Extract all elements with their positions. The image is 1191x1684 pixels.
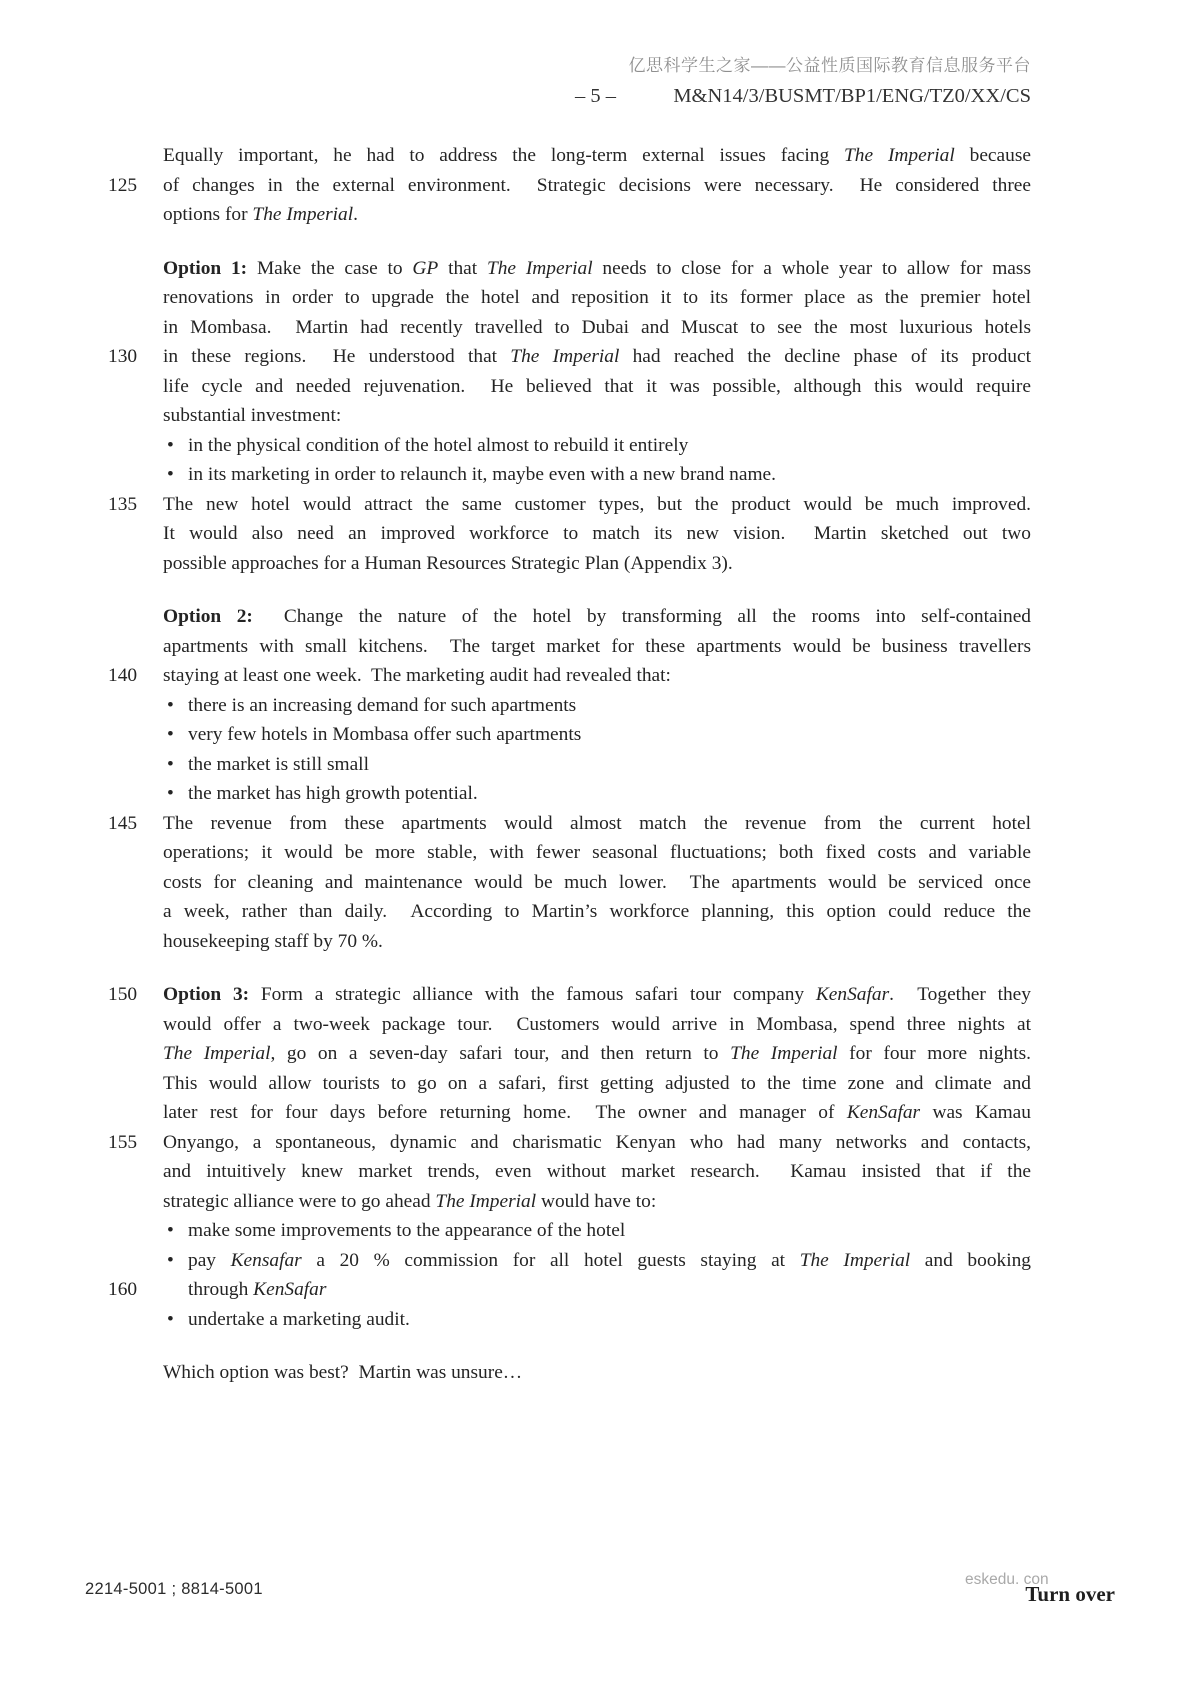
text-run: Option 1: bbox=[163, 257, 248, 279]
bullet-icon: • bbox=[167, 724, 174, 745]
text-run: that bbox=[438, 257, 487, 279]
bullet-line bbox=[163, 1246, 1031, 1276]
text-run: Change the nature of the hotel by transforming all the rooms into self-contained bbox=[252, 606, 1031, 627]
text-run: very few hotels in Mombasa offer such apartments bbox=[188, 724, 582, 745]
text-line bbox=[163, 1039, 1031, 1069]
text-run: The Imperial bbox=[510, 346, 620, 367]
text-run: possible approaches for a Human Resources Strategic Plan (Appendix 3). bbox=[163, 552, 733, 574]
text-run: a week, rather than daily. According to Martin’s workforce planning, this option could reduce the bbox=[163, 901, 1031, 922]
text-run: . bbox=[353, 204, 358, 225]
text-line bbox=[163, 401, 1031, 431]
bullet-icon: • bbox=[167, 1220, 174, 1241]
text-run: KenSafar bbox=[846, 1102, 921, 1123]
text-line bbox=[108, 342, 1031, 372]
bullet-line bbox=[163, 779, 1031, 809]
text-line bbox=[163, 254, 1031, 284]
text-line bbox=[163, 1358, 1031, 1388]
text-run: in its marketing in order to relaunch it, maybe even with a new brand name. bbox=[188, 464, 776, 485]
text-line bbox=[163, 549, 1031, 579]
text-run: The Imperial bbox=[844, 145, 955, 166]
bullet-continuation-line bbox=[108, 1275, 1031, 1305]
text-line bbox=[163, 868, 1031, 898]
text-run: The Imperial bbox=[435, 1190, 537, 1212]
bullet-icon: • bbox=[167, 1249, 174, 1271]
bullet-line bbox=[163, 1216, 1031, 1246]
text-run: in the physical condition of the hotel almost to rebuild it entirely bbox=[188, 434, 689, 456]
text-run: KenSafar bbox=[253, 1279, 327, 1300]
text-run: there is an increasing demand for such apartments bbox=[188, 694, 577, 716]
text-run: . Together they bbox=[889, 984, 1031, 1005]
text-line bbox=[163, 1010, 1031, 1040]
text-line bbox=[163, 927, 1031, 957]
text-line bbox=[163, 1187, 1031, 1217]
text-run: Make the case to bbox=[247, 257, 413, 279]
turn-over-label: Turn over bbox=[1025, 1582, 1115, 1606]
bullet-line bbox=[163, 1305, 1031, 1335]
text-run: strategic alliance were to go ahead bbox=[163, 1190, 436, 1212]
bullet-line bbox=[163, 750, 1031, 780]
bullet-icon: • bbox=[167, 434, 174, 456]
text-run: because bbox=[954, 145, 1031, 166]
text-run: It would also need an improved workforce to match its new vision. Martin sketched out two bbox=[163, 523, 1031, 544]
text-run: Equally important, he had to address the long-term external issues facing bbox=[163, 145, 845, 166]
bullet-icon: • bbox=[167, 753, 174, 775]
text-run: Which option was best? Martin was unsure… bbox=[163, 1362, 523, 1383]
line-number: 140 bbox=[108, 665, 138, 686]
paper-reference-code: 2214-5001 ; 8814-5001 bbox=[85, 1580, 263, 1598]
line-number: 125 bbox=[108, 174, 138, 196]
text-run: Form a strategic alliance with the famous safari tour company bbox=[249, 984, 816, 1005]
line-number: 155 bbox=[108, 1131, 138, 1153]
text-run: in Mombasa. Martin had recently travelled to Dubai and Muscat to see the most luxurious hotels bbox=[163, 316, 1031, 338]
bullet-line bbox=[163, 460, 1031, 490]
text-run: would offer a two-week package tour. Customers would arrive in Mombasa, spend three nights at bbox=[163, 1013, 1031, 1035]
text-line bbox=[163, 1157, 1031, 1187]
text-run: The Imperial bbox=[730, 1043, 838, 1064]
text-line bbox=[108, 661, 1031, 691]
text-run: was Kamau bbox=[920, 1102, 1031, 1123]
bullet-icon: • bbox=[167, 694, 174, 716]
text-run: of changes in the external environment. Strategic decisions were necessary. He considered three bbox=[163, 174, 1031, 196]
text-line bbox=[163, 1069, 1031, 1099]
text-run: and intuitively knew market trends, even without market research. Kamau insisted that if the bbox=[163, 1161, 1031, 1182]
text-line bbox=[163, 1098, 1031, 1128]
text-line bbox=[163, 200, 1031, 230]
text-line bbox=[163, 897, 1031, 927]
line-number: 160 bbox=[108, 1279, 138, 1300]
text-run: Kensafar bbox=[230, 1249, 302, 1271]
text-run: GP bbox=[412, 257, 439, 279]
text-run: The new hotel would attract the same customer types, but the product would be much improved. bbox=[163, 493, 1031, 515]
text-run: The Imperial bbox=[486, 257, 593, 279]
text-run: undertake a marketing audit. bbox=[188, 1308, 410, 1330]
text-run: housekeeping staff by 70 %. bbox=[163, 930, 383, 952]
text-run: costs for cleaning and maintenance would be much lower. The apartments would be serviced once bbox=[163, 871, 1031, 893]
site-watermark-footer: eskedu. con bbox=[965, 1571, 1049, 1588]
text-run: Onyango, a spontaneous, dynamic and charismatic Kenyan who had many networks and contacts, bbox=[163, 1131, 1031, 1153]
text-run: operations; it would be more stable, with fewer seasonal fluctuations; both fixed costs and variable bbox=[163, 842, 1031, 863]
bullet-line bbox=[163, 431, 1031, 461]
text-run: would have to: bbox=[536, 1190, 657, 1212]
site-watermark-header: 亿思科学生之家——公益性质国际教育信息服务平台 bbox=[628, 56, 1031, 75]
text-run: through bbox=[188, 1279, 254, 1300]
line-number: 135 bbox=[108, 493, 138, 515]
text-line bbox=[108, 171, 1031, 201]
text-run: The Imperial bbox=[799, 1249, 911, 1271]
text-run: the market is still small bbox=[188, 753, 369, 775]
text-run: This would allow tourists to go on a safari, first getting adjusted to the time zone and climate and bbox=[163, 1072, 1031, 1094]
text-run: a 20 % commission for all hotel guests staying at bbox=[301, 1249, 800, 1271]
text-line bbox=[163, 313, 1031, 343]
text-line bbox=[108, 809, 1031, 839]
text-line bbox=[163, 838, 1031, 868]
exam-code: M&N14/3/BUSMT/BP1/ENG/TZ0/XX/CS bbox=[673, 85, 1031, 107]
text-run: life cycle and needed rejuvenation. He believed that it was possible, although this would require bbox=[163, 375, 1031, 397]
text-run: in these regions. He understood that bbox=[163, 346, 511, 367]
bullet-line bbox=[163, 691, 1031, 721]
text-run: KenSafar bbox=[815, 984, 890, 1005]
text-run: The Imperial bbox=[252, 204, 354, 225]
text-run: apartments with small kitchens. The target market for these apartments would be business travellers bbox=[163, 635, 1031, 657]
bullet-icon: • bbox=[167, 1308, 174, 1330]
text-run: make some improvements to the appearance of the hotel bbox=[188, 1220, 626, 1241]
text-line bbox=[108, 980, 1031, 1010]
text-run: , go on a seven-day safari tour, and then return to bbox=[270, 1043, 731, 1064]
text-line bbox=[163, 372, 1031, 402]
text-run: needs to close for a whole year to allow for mass bbox=[592, 257, 1031, 279]
text-run: renovations in order to upgrade the hotel and reposition it to its former place as the premier hotel bbox=[163, 287, 1031, 308]
text-run: for four more nights. bbox=[837, 1043, 1031, 1064]
bullet-line bbox=[163, 720, 1031, 750]
bullet-icon: • bbox=[167, 464, 174, 485]
text-run: pay bbox=[188, 1249, 231, 1271]
text-run: the market has high growth potential. bbox=[188, 783, 478, 804]
text-line bbox=[108, 490, 1031, 520]
text-run: and booking bbox=[910, 1249, 1031, 1271]
text-run: options for bbox=[163, 204, 253, 225]
bullet-icon: • bbox=[167, 783, 174, 804]
text-run: Option 3: bbox=[163, 984, 250, 1005]
text-line bbox=[163, 141, 1031, 171]
text-run: later rest for four days before returning home. The owner and manager of bbox=[163, 1102, 847, 1123]
text-run: The revenue from these apartments would almost match the revenue from the current hotel bbox=[163, 812, 1031, 834]
text-run: had reached the decline phase of its product bbox=[619, 346, 1031, 367]
text-line bbox=[163, 632, 1031, 662]
text-run: staying at least one week. The marketing audit had revealed that: bbox=[163, 665, 671, 686]
line-number: 150 bbox=[108, 984, 138, 1005]
text-line bbox=[163, 602, 1031, 632]
line-number: 145 bbox=[108, 812, 138, 834]
text-line bbox=[163, 519, 1031, 549]
case-study-text bbox=[108, 141, 1031, 1388]
page-number: – 5 – bbox=[575, 85, 616, 107]
text-run: The Imperial bbox=[163, 1043, 271, 1064]
text-run: Option 2: bbox=[163, 606, 253, 627]
text-line bbox=[163, 283, 1031, 313]
text-run: substantial investment: bbox=[163, 405, 342, 426]
line-number: 130 bbox=[108, 346, 138, 367]
text-line bbox=[108, 1128, 1031, 1158]
